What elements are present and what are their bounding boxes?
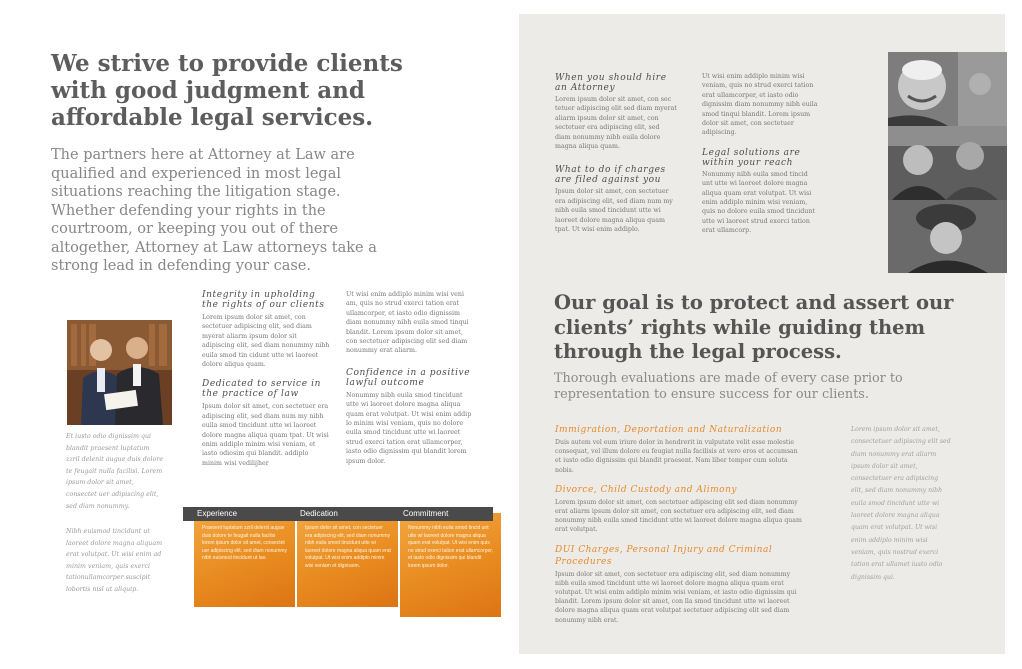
attorneys-photo [67, 320, 172, 425]
integrity-heading: Integrity in upholding the rights of our clients [202, 290, 325, 310]
immigration-heading: Immigration, Deportation and Naturalization [555, 425, 783, 435]
photo-caption-1: Et iusto odio dignissim qui blandit praesent luptatum zzril delenit augue duis dolore te feugait nulla facilisi. Lorem ipsum dolor sit amet, consectet uer adipiscing elit, sed diam nonummy. [66, 433, 164, 510]
experience-card-title: Experience [183, 507, 287, 521]
left-column-2 [346, 290, 476, 466]
confidence-body: Nonummy nibh euila smod tincidunt utte wi laoreet dolore magna aliqua quam erat volutpat. Ut wisi enim addip lo minim wisi veniam, quis no dolore euila smod tincidunt utte wi laoreet strud exerci tation erat ullamcorper, iasto odio dignissim qui blandit lorem ipsum dolor. [346, 391, 472, 465]
experience-card-body: Praesent luptatum zzril delenit augue duis dolore te feugait nulla facilisi lorem ipsum dolor sit amet, consectet uer adipiscing elit, sed diam nonummy nibh euismod tincidunt ut lao. [194, 513, 295, 607]
hire-attorney-heading: When you should hire an Attorney [555, 73, 667, 93]
integrity-body: Lorem ipsum dolor sit amet, con sectetuer adipiscing elit, sed diam myerat aliarm ipsum dolor sit adipiscing elit, sed diam nonummy nibh euila smod tin cidunt utte wi laoreet dolore aliqua quam. [202, 314, 330, 369]
people-photo-strip [888, 52, 1007, 273]
dui-body: Ipsum dolor sit amet, con sectetuer era adipiscing elit, sed diam nonummy nibh euila smod tincidunt utte wi laoreet dolore magna aliqua quam erat volutpat. Ut wisi enim addiplo minim wisi veniam, et iasto odio dignissim qui blandit. Lorem ipsum dolor sit amet, con lla smod tincidunt utte wi laoreet dolore magna aliqua quam erat volutpat sectetuer adipiscing elit sed diam nonummy nibh erat. [555, 570, 797, 624]
right-column-b [702, 72, 820, 236]
solutions-body: Nonummy nibh euila smod tincid unt utte wi laoreet dolore magna aliqua quam erat volutpat. Ut wisi enim addiplo minim wisi veniam, quis no dolore euila smod tincidunt utte wi laoreet strud exerci tation erat ullamcorp. [702, 170, 815, 235]
goal-subheadline: Thorough evaluations are made of every case prior to representation to ensure success for our clients. [554, 371, 903, 402]
charges-heading: What to do if charges are filed against you [555, 165, 666, 186]
left-headline: We strive to provide clients with good judgment and affordable legal services. [51, 50, 403, 131]
immigration-body: Duis autem vel eum iriure dolor in hendrerit in vulputate velit esse molestie consequat, vel illum dolore eu feugiat nulla facilisis at vero eros et accumsan et iusto odio dignissim qui blandit praesent. Nam liber tempor cum soluta nobis. [555, 439, 798, 474]
commitment-card-body: Nonummy nibh euila smod tincid unt utte wi laoreet dolore magna aliqua quam erat volutpat. Ut wisi enim quis no strud exerci tation erat ullamcorper, et iasto odio dignissim qui blandit lorem ipsum dolor. [400, 513, 501, 617]
left-column-2-body: Ut wisi enim addiplo minim wisi veni am, quis no strud exerci tation erat ullamcorper, et iasto odio dignissim diam nonummy nibh euila smod tinqui blandit. Lorem ipsum dolor sit amet, con sectetuer adipiscing elit sed diam nonummy erat aliarm. [346, 291, 469, 355]
divorce-body: Lorem ipsum dolor sit amet, con sectetuer adipiscing elit sed diam nonummy erat aliarm ipsum dolor sit amet, con sectetuer era adipiscing elit, sed diam nonummy nibh euila smod tincidunt utte wi laoreet dolore magna aliqua quam erat volutpat. [555, 498, 802, 534]
dui-heading: DUI Charges, Personal Injury and Criminal Procedures [555, 544, 773, 567]
hire-attorney-body: Lorem ipsum dolor sit amet, con sec tetuer adipiscing elit sed diam myerat aliarm ipsum dolor sit amet, con sectetuer era adipiscing elit, sed diam nonummy nibh euila dolore magna aliqua quam. [555, 96, 677, 151]
confidence-heading: Confidence in a positive lawful outcome [346, 367, 471, 388]
left-intro: The partners here at Attorney at Law are qualified and experienced in most legal situations reaching the litigation stage. Whether defending your rights in the courtroom, or keeping you out of there altogether, Attorney at Law attorneys take a strong lead in defending your case. [51, 147, 377, 274]
right-column-a [555, 73, 677, 234]
goal-headline: Our goal is to protect and assert our clients’ rights while guiding them through the legal process. [554, 291, 954, 363]
practice-areas [555, 424, 805, 634]
side-note: Lorem ipsum dolor sit amet, consectetuer adipiscing elit sed diam nonummy erat aliarm ipsum dolor sit amet, consectetuer era adipiscing elit, sed diam nonummy nibh euila smod tincidunt utte wi laoreet dolore magna aliqua quam erat volutpat. Ut wisi enim addiplo minim wisi veniam, quis nostrud exerci tation erat ullamet iusto odio dignissim qui. [851, 426, 951, 581]
right-column-b-body: Ut wisi enim addiplo minim wisi veniam, quis no strud exerci tation erat ullamcorper, et iasto odio dignissim diam nonummy nibh euila smod tinqui blandit. Lorem ipsum dolor sit amet, con sectetuer adipiscing. [702, 73, 818, 137]
dedication-card-title: Dedication [286, 507, 390, 521]
dedicated-body: Ipsum dolor sit amet, con sectetuer era adipiscing elit, sed diam num my nibh euila smod tincidunt utte wi laoreet dolore magna aliqua quam tpat. Ut wisi enim addiplo minim wisi veniam, et iasto odiosim qui blandit. addiplo minim wisi vedilijher [202, 403, 329, 467]
dedication-card-body: Ipsum dolor sit amet, con sectetuer era adipiscing elit, sed diam nonummy nibh euila smod tincidunt utte wi laoreet dolore magna aliqua quam erat volutpat. Ut wisi enim addiplo minim wisi veniam et dignissim. [297, 513, 398, 607]
divorce-heading: Divorce, Child Custody and Alimony [555, 484, 737, 495]
solutions-heading: Legal solutions are within your reach [702, 147, 801, 168]
left-column-1 [202, 290, 330, 468]
charges-body: Ipsum dolor sit amet, con sectetuer era adipiscing elit, sed diam num my nibh euila smod tincidunt utte wi laoreet dolore magna aliqua quam tpat. Ut wisi enim addiplo. [555, 188, 673, 234]
photo-caption-2: Nibh euismod tincidunt ut laoreet dolore magna aliquam erat volutpat. Ut wisi enim ad minim veniam, quis exerci tationullamcorper suscipit lobortis nisl ut aliquip. [66, 528, 163, 593]
page-gutter [511, 0, 519, 669]
dedicated-heading: Dedicated to service in the practice of law [202, 379, 321, 400]
page-edge [1006, 0, 1022, 669]
commitment-card-title: Commitment [389, 507, 493, 521]
